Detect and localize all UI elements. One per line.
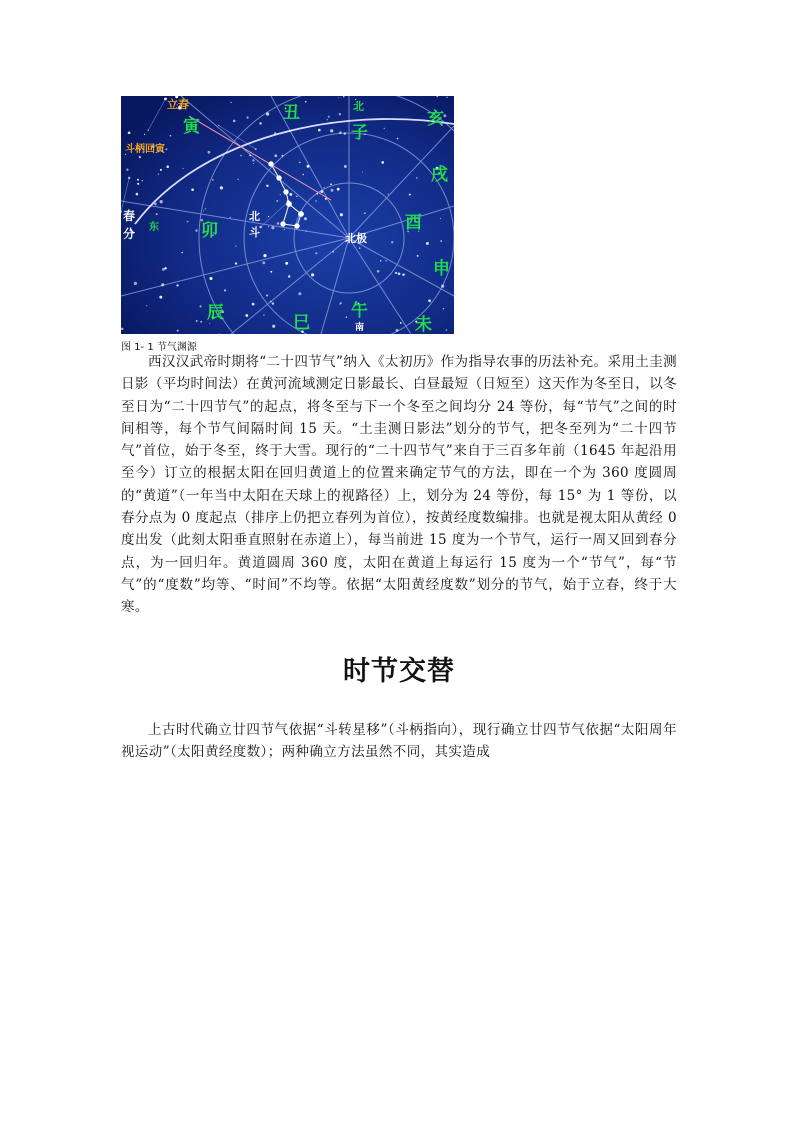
star bbox=[306, 230, 307, 231]
star-map-figure bbox=[121, 96, 454, 334]
star bbox=[330, 183, 332, 185]
star bbox=[316, 193, 318, 195]
star bbox=[359, 247, 361, 249]
label-chunfen-2: 分 bbox=[123, 227, 136, 241]
star bbox=[338, 97, 339, 98]
star bbox=[266, 185, 268, 187]
star bbox=[262, 261, 265, 264]
star bbox=[320, 190, 323, 193]
star bbox=[233, 120, 236, 123]
star bbox=[281, 155, 283, 157]
star bbox=[218, 125, 219, 126]
star bbox=[235, 245, 236, 246]
star bbox=[255, 148, 257, 150]
star bbox=[272, 325, 275, 328]
star bbox=[159, 296, 162, 299]
star bbox=[137, 179, 139, 181]
star bbox=[416, 177, 418, 179]
star bbox=[270, 271, 272, 273]
star bbox=[203, 210, 204, 211]
star bbox=[249, 155, 251, 157]
star bbox=[126, 168, 128, 170]
star bbox=[166, 165, 169, 168]
label-chen: 辰 bbox=[207, 303, 224, 323]
star bbox=[252, 303, 255, 306]
label-chunfen-1: 春 bbox=[123, 209, 136, 223]
star bbox=[240, 155, 242, 157]
label-you: 酉 bbox=[405, 213, 422, 233]
label-chou: 丑 bbox=[283, 103, 300, 123]
star bbox=[195, 229, 197, 231]
star bbox=[266, 112, 269, 115]
star bbox=[330, 129, 333, 132]
star bbox=[176, 284, 178, 286]
star bbox=[170, 135, 172, 137]
star bbox=[121, 328, 123, 331]
body-paragraph-1 bbox=[121, 351, 677, 619]
label-yin: 寅 bbox=[183, 117, 200, 137]
label-dong: 东 bbox=[149, 222, 159, 233]
star bbox=[136, 193, 139, 196]
star bbox=[277, 222, 280, 225]
star bbox=[263, 254, 266, 257]
label-hai: 亥 bbox=[427, 109, 444, 129]
star bbox=[324, 187, 325, 188]
star bbox=[268, 226, 269, 227]
star bbox=[307, 165, 310, 168]
star bbox=[252, 159, 254, 161]
label-dou-bing: 斗柄回寅 bbox=[125, 144, 165, 155]
star bbox=[134, 282, 137, 285]
label-si: 巳 bbox=[293, 313, 310, 333]
star bbox=[298, 292, 301, 295]
star bbox=[332, 251, 333, 252]
star bbox=[146, 305, 147, 306]
star bbox=[446, 329, 448, 331]
star bbox=[181, 252, 183, 254]
star bbox=[160, 169, 162, 171]
star bbox=[160, 200, 163, 203]
star bbox=[362, 172, 363, 173]
star bbox=[446, 97, 447, 98]
star bbox=[304, 217, 307, 220]
star bbox=[200, 321, 202, 323]
star bbox=[395, 272, 397, 274]
label-lichun: 立春 bbox=[167, 98, 189, 111]
star bbox=[137, 183, 139, 185]
star bbox=[165, 148, 167, 150]
star bbox=[346, 316, 347, 317]
star bbox=[384, 128, 385, 129]
label-beidou-2: 斗 bbox=[249, 226, 260, 239]
star bbox=[199, 305, 201, 307]
star bbox=[259, 122, 261, 124]
star bbox=[343, 96, 344, 97]
star bbox=[398, 272, 401, 275]
star bbox=[381, 161, 384, 164]
star bbox=[303, 174, 304, 175]
star bbox=[177, 330, 179, 332]
star bbox=[328, 116, 330, 118]
body-paragraph-2 bbox=[121, 719, 677, 764]
star bbox=[388, 194, 389, 195]
star bbox=[280, 194, 281, 195]
star bbox=[296, 196, 297, 197]
star bbox=[274, 154, 277, 157]
star bbox=[158, 173, 159, 174]
star bbox=[402, 274, 404, 276]
star bbox=[208, 151, 211, 154]
star bbox=[339, 113, 341, 115]
star bbox=[238, 179, 239, 180]
star bbox=[235, 262, 237, 264]
star bbox=[380, 260, 381, 261]
star bbox=[288, 275, 290, 277]
star bbox=[209, 323, 210, 324]
star bbox=[230, 217, 231, 218]
label-beiji: 北极 bbox=[345, 232, 367, 245]
star bbox=[270, 301, 272, 303]
star bbox=[409, 194, 411, 196]
star bbox=[327, 119, 328, 120]
star bbox=[440, 218, 441, 219]
star bbox=[344, 165, 347, 168]
star bbox=[164, 267, 166, 269]
star bbox=[139, 156, 141, 158]
star bbox=[397, 138, 399, 140]
label-nan: 南 bbox=[355, 323, 365, 333]
star bbox=[128, 131, 131, 134]
star bbox=[142, 180, 144, 182]
star bbox=[377, 270, 380, 273]
star bbox=[400, 322, 402, 324]
star bbox=[299, 161, 301, 163]
star bbox=[315, 252, 317, 254]
star bbox=[443, 308, 445, 310]
label-wei: 未 bbox=[415, 315, 432, 334]
star bbox=[440, 240, 442, 242]
label-zi-bei: 北 bbox=[353, 100, 364, 113]
star bbox=[428, 299, 431, 302]
star bbox=[315, 200, 316, 201]
star bbox=[285, 262, 288, 265]
star bbox=[272, 302, 274, 304]
label-xu: 戌 bbox=[431, 165, 448, 185]
star bbox=[385, 260, 386, 261]
star bbox=[337, 188, 340, 191]
label-mao: 卯 bbox=[201, 221, 218, 241]
star bbox=[339, 303, 341, 305]
paragraph-text: 上古时代确立廿四节气依据“斗转星移”（斗柄指向），现行确立廿四节气依据“太阳周年视运动”（太阳黄经度数）；两种确立方法虽然不同，其实造成 bbox=[121, 722, 677, 761]
star bbox=[263, 314, 264, 315]
star bbox=[246, 116, 248, 118]
star bbox=[128, 177, 130, 179]
star bbox=[156, 213, 158, 215]
label-beidou-1: 北 bbox=[249, 210, 260, 223]
star bbox=[391, 241, 393, 243]
label-zi: 子 bbox=[351, 123, 368, 143]
star bbox=[205, 208, 206, 209]
star bbox=[266, 294, 268, 296]
star bbox=[276, 200, 278, 202]
star bbox=[220, 186, 223, 189]
star bbox=[144, 134, 145, 135]
star bbox=[209, 277, 212, 280]
star-map-illustration bbox=[121, 96, 454, 334]
label-shen: 申 bbox=[433, 259, 450, 279]
star bbox=[231, 102, 232, 103]
star bbox=[305, 101, 307, 103]
star bbox=[268, 216, 269, 217]
star bbox=[196, 320, 198, 322]
star bbox=[161, 283, 164, 286]
star bbox=[148, 130, 149, 131]
star bbox=[417, 255, 419, 257]
star bbox=[284, 229, 285, 230]
star bbox=[191, 188, 194, 191]
star bbox=[340, 213, 343, 216]
section-heading: 时节交替 bbox=[343, 656, 455, 687]
star bbox=[289, 193, 292, 196]
star bbox=[441, 284, 444, 287]
star bbox=[364, 212, 366, 214]
star bbox=[318, 129, 321, 132]
star bbox=[311, 273, 314, 276]
star bbox=[224, 289, 226, 291]
paragraph-text: 西汉汉武帝时期将“二十四节气”纳入《太初历》作为指导农事的历法补充。采用土圭测日影（平均时间法）在黄河流域测定日影最长、白昼最短（日短至）这天作为冬至日，以冬至日为“二十四节气”的起点，将冬至与下一个冬至之间均分 24 等份，每“节气”之间的时间相等，每个节气间隔时间 15 天。“土圭测日影法”划分的节气，把冬至列为“二十四节气”首位，始于冬至，终于大雪。现行的“二十四节气”来自于三百多年前（1645 年起沿用至今）订立的根据太阳在回归黄道上的位置来确定节气的方法，即在一个为 360 度圆周的“黄道”（一年当中太阳在天球上的视路径）上，划分为 24 等份，每 15° 为 1 等份，以春分点为 0 度起点（排序上仍把立春列为首位），按黄经度数编排。也就是视太阳从黄经 0 度出发（此刻太阳垂直照射在赤道上），每当前进 15 度为一个节气，运行一周又回到春分点，为一回归年。黄道圆周 360 度，太阳在黄道上每运行 15 度为一个“节气”，每“节气”的“度数”均等、“时间”不均等。依据“太阳黄经度数”划分的节气，始于立春，终于大寒。 bbox=[121, 354, 677, 616]
star bbox=[426, 242, 429, 245]
star bbox=[330, 189, 333, 192]
figure-caption: 图 1- 1 节气渊源 bbox=[121, 342, 197, 353]
star bbox=[344, 132, 346, 134]
star bbox=[339, 131, 342, 134]
star bbox=[187, 221, 189, 223]
star bbox=[396, 329, 399, 332]
star bbox=[271, 226, 274, 229]
star bbox=[253, 163, 254, 164]
star bbox=[245, 314, 248, 317]
star bbox=[212, 179, 214, 181]
label-wu: 午 bbox=[351, 301, 368, 321]
star bbox=[182, 168, 183, 169]
